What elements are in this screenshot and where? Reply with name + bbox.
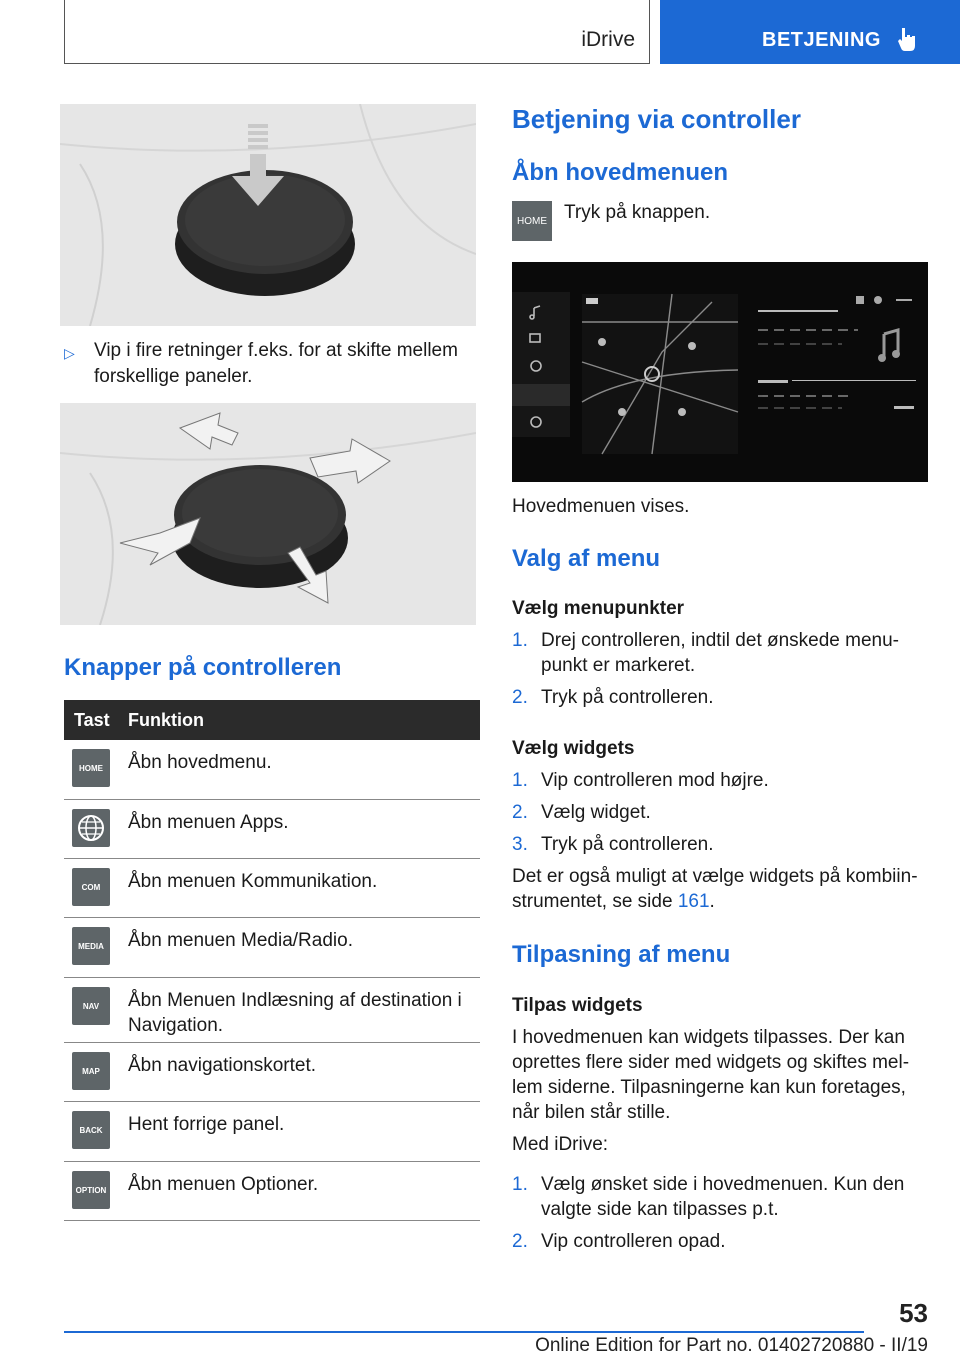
tilt-bullet: [64, 338, 474, 390]
controller-press-photo: [60, 104, 476, 326]
table-row: [64, 1043, 480, 1102]
select-widgets-subheading: Vælg widgets: [512, 738, 635, 759]
header-section-box: [64, 0, 650, 64]
header-section-title: iDrive: [581, 28, 635, 51]
list-item: 1. Vip controlleren mod højre.: [512, 770, 769, 791]
list-item: 1. Drej controlleren, indtil det ønskede menu- punkt er markeret.: [512, 630, 900, 676]
list-item: 2. Vælg widget.: [512, 802, 651, 823]
select-menu-items-subheading: Vælg menupunkter: [512, 598, 685, 619]
list-item: 2. Vip controlleren opad.: [512, 1231, 726, 1252]
header-chapter-tab: [660, 0, 960, 64]
controller-buttons-table: [64, 700, 480, 1221]
select-menu-heading: Valg af menu: [512, 545, 661, 572]
row-function: Åbn menuen Optioner.: [128, 1174, 319, 1195]
tilt-bullet-text: Vip i fire retninger f.eks. for at skifte mellem forskellige paneler.: [94, 340, 458, 387]
row-function: Åbn menuen Apps.: [128, 812, 289, 833]
table-row: [64, 918, 480, 978]
widgets-cluster-note: Det er også muligt at vælge widgets på kombiin- strumentet, se side 161.: [512, 866, 918, 912]
row-function: Åbn menuen Media/Radio.: [128, 930, 353, 951]
header-chapter-title: BETJENING: [762, 29, 881, 51]
table-row: [64, 800, 480, 859]
table-header: [64, 700, 480, 740]
row-function: Hent forrige panel.: [128, 1114, 285, 1135]
footer-divider: [64, 1331, 864, 1333]
list-item: 1. Vælg ønsket side i hovedmenuen. Kun den valgte side kan tilpasses p.t.: [512, 1174, 905, 1220]
col-key-header: Tast: [74, 710, 110, 730]
idrive-main-menu-screenshot: [512, 262, 928, 482]
row-function: Åbn menuen Kommunikation.: [128, 871, 378, 892]
option-button-icon: OPTION: [72, 1171, 110, 1209]
home-button-icon: HOME: [72, 749, 110, 787]
controller-buttons-heading: Knapper på controlleren: [64, 654, 342, 681]
page-number: 53: [899, 1298, 928, 1328]
press-button-text: Tryk på knappen.: [564, 202, 711, 223]
nav-button-icon: NAV: [72, 987, 110, 1025]
edition-footer: Online Edition for Part no. 01402720880 - II/19: [535, 1335, 928, 1356]
row-function: Åbn hovedmenu.: [128, 752, 272, 773]
list-item: 2. Tryk på controlleren.: [512, 687, 714, 708]
table-row: [64, 1162, 480, 1221]
customize-menu-heading: Tilpasning af menu: [512, 941, 731, 968]
row-function: Åbn Menuen Indlæsning af destination i Navigation.: [128, 990, 462, 1036]
bullet-triangle-icon: ▷: [64, 345, 75, 361]
table-row: [64, 740, 480, 800]
main-menu-shown-text: Hovedmenuen vises.: [512, 496, 690, 517]
back-button-icon: BACK: [72, 1111, 110, 1149]
controller-operation-title: Betjening via controller: [512, 104, 801, 134]
map-button-icon: MAP: [72, 1052, 110, 1090]
open-main-menu-heading: Åbn hovedmenuen: [512, 159, 729, 186]
list-item: 3. Tryk på controlleren.: [512, 834, 714, 855]
table-row: [64, 978, 480, 1043]
table-row: [64, 1102, 480, 1162]
media-button-icon: MEDIA: [72, 927, 110, 965]
page-reference-link[interactable]: 161: [677, 891, 710, 912]
hand-pointer-icon: [896, 26, 918, 52]
with-idrive-text: Med iDrive:: [512, 1134, 609, 1155]
customize-paragraph: I hovedmenuen kan widgets tilpasses. Der kan oprettes flere sider med widgets og skiftes mel- lem siderne. Tilpasningerne kan kun foretages, når bilen står stille.: [512, 1027, 910, 1123]
row-function: Åbn navigationskortet.: [128, 1055, 317, 1076]
home-button-icon: HOME: [512, 201, 552, 241]
com-button-icon: COM: [72, 868, 110, 906]
col-function-header: Funktion: [128, 710, 204, 730]
controller-tilt-photo: [60, 403, 476, 625]
apps-globe-icon: [72, 809, 110, 847]
table-row: [64, 859, 480, 918]
customize-widgets-subheading: Tilpas widgets: [512, 995, 643, 1016]
